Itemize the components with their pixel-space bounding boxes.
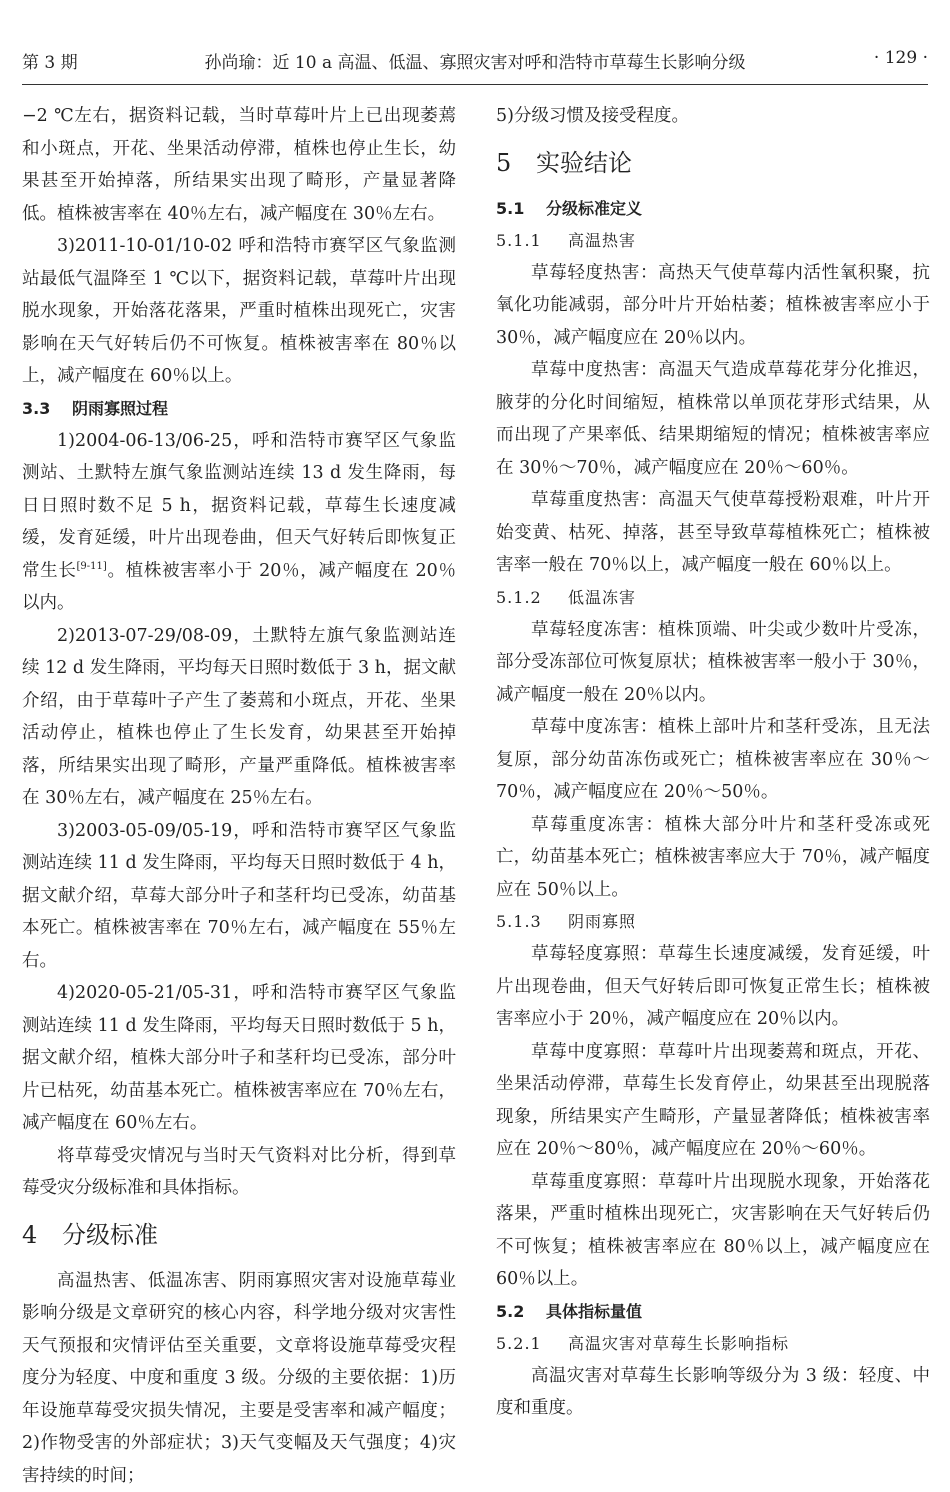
- section-heading-5-2-1: [496, 1328, 930, 1360]
- paragraph: 高温热害、低温冻害、阴雨寡照灾害对设施草莓业影响分级是文章研究的核心内容，科学地分级对灾害性天气预报和灾情评估至关重要，文章将设施草莓受灾程度分为轻度、中度和重度 3 级。分级的主要依据：1)历年设施草莓受灾损失情况，主要是受害率和减产幅度；2)作物受害的外部症状；3)天气变幅及天气强度；4)灾害持续的时间；: [22, 1265, 456, 1492]
- section-title: 高温灾害对草莓生长影响指标: [568, 1334, 789, 1353]
- paragraph: 草莓中度冻害：植株上部叶片和茎秆受冻，且无法复原，部分幼苗冻伤或死亡；植株被害率应在 30％～70％，减产幅度应在 20％～50％。: [496, 711, 930, 809]
- paragraph-text: 。植株被害率小于 20％，减产幅度在 20％以内。: [22, 561, 456, 614]
- section-title: 分级标准: [62, 1221, 158, 1249]
- section-title: 高温热害: [568, 231, 636, 250]
- section-number: 5: [496, 145, 536, 181]
- paragraph: 草莓重度冻害：植株大部分叶片和茎秆受冻或死亡，幼苗基本死亡；植株被害率应大于 70％，减产幅度应在 50％以上。: [496, 809, 930, 907]
- paragraph: 4)2020-05-21/05-31，呼和浩特市赛罕区气象监测站连续 11 d 发生降雨，平均每天日照时数低于 5 h，据文献介绍，植株大部分叶子和茎秆均已受冻，部分叶片已枯死，幼苗基本死亡。植株被害率应在 70％左右，减产幅度在 60％左右。: [22, 977, 456, 1140]
- section-heading-4: [22, 1217, 456, 1253]
- right-column: [496, 100, 930, 1425]
- page-number: · 129 ·: [874, 48, 928, 68]
- paragraph: 草莓轻度寡照：草莓生长速度减缓，发育延缓，叶片出现卷曲，但天气好转后即可恢复正常生长；植株被害率应小于 20％，减产幅度应在 20％以内。: [496, 938, 930, 1036]
- paragraph: 草莓重度寡照：草莓叶片出现脱水现象，开始落花落果，严重时植株出现死亡，灾害影响在天气好转后仍不可恢复；植株被害率应在 80％以上，减产幅度应在 60％以上。: [496, 1166, 930, 1296]
- paragraph: 5)分级习惯及接受程度。: [496, 100, 930, 133]
- left-column: [22, 100, 456, 1492]
- running-title: 孙尚瑜：近 10 a 高温、低温、寡照灾害对呼和浩特市草莓生长影响分级: [22, 48, 928, 73]
- paragraph: [22, 425, 456, 620]
- section-heading-5: [496, 145, 930, 181]
- section-heading-5-1: [496, 193, 930, 225]
- section-heading-3-3: [22, 393, 456, 425]
- section-title: 具体指标量值: [546, 1302, 642, 1321]
- section-title: 分级标准定义: [546, 199, 642, 218]
- citation: [9-11]: [77, 561, 107, 572]
- issue-number: 第 3 期: [22, 48, 78, 73]
- section-number: 5.1.1: [496, 225, 568, 257]
- section-title: 低温冻害: [568, 588, 636, 607]
- section-number: 5.2.1: [496, 1328, 568, 1360]
- paragraph: 将草莓受灾情况与当时天气资料对比分析，得到草莓受灾分级标准和具体指标。: [22, 1140, 456, 1205]
- section-title: 阴雨寡照: [568, 912, 636, 931]
- section-title: 阴雨寡照过程: [72, 399, 168, 418]
- section-heading-5-1-2: [496, 582, 930, 614]
- paragraph: 草莓轻度热害：高热天气使草莓内活性氧积聚，抗氧化功能减弱，部分叶片开始枯萎；植株被害率应小于 30％，减产幅度应在 20％以内。: [496, 257, 930, 355]
- paragraph: 草莓中度寡照：草莓叶片出现萎蔫和斑点，开花、坐果活动停滞，草莓生长发育停止，幼果甚至出现脱落现象，所结果实产生畸形，产量显著降低；植株被害率应在 20％～80％，减产幅度应在 20％～60％。: [496, 1036, 930, 1166]
- section-heading-5-1-3: [496, 906, 930, 938]
- paragraph: 3)2011-10-01/10-02 呼和浩特市赛罕区气象监测站最低气温降至 1 ℃以下，据资料记载，草莓叶片出现脱水现象，开始落花落果，严重时植株出现死亡，灾害影响在天气好转后仍不可恢复。植株被害率在 80％以上，减产幅度在 60％以上。: [22, 230, 456, 393]
- section-heading-5-2: [496, 1296, 930, 1328]
- section-number: 5.2: [496, 1296, 546, 1328]
- paragraph: −2 ℃左右，据资料记载，当时草莓叶片上已出现萎蔫和小斑点，开花、坐果活动停滞，植株也停止生长，幼果甚至开始掉落，所结果实出现了畸形，产量显著降低。植株被害率在 40％左右，减产幅度在 30％左右。: [22, 100, 456, 230]
- paragraph-text: 1)2004-06-13/06-25，呼和浩特市赛罕区气象监测站、土默特左旗气象监测站连续 13 d 发生降雨，每日日照时数不足 5 h，据资料记载，草莓生长速度减缓，发育延缓，叶片出现卷曲，但天气好转后即恢复正常生长: [22, 431, 456, 581]
- section-number: 5.1.3: [496, 906, 568, 938]
- section-number: 5.1.2: [496, 582, 568, 614]
- paragraph: 2)2013-07-29/08-09，土默特左旗气象监测站连续 12 d 发生降雨，平均每天日照时数低于 3 h，据文献介绍，由于草莓叶子产生了萎蔫和小斑点，开花、坐果活动停止，植株也停止了生长发育，幼果甚至开始掉落，所结果实出现了畸形，产量严重降低。植株被害率在 30％左右，减产幅度在 25％左右。: [22, 620, 456, 815]
- section-number: 5.1: [496, 193, 546, 225]
- section-number: 3.3: [22, 393, 72, 425]
- paragraph: 草莓轻度冻害：植株顶端、叶尖或少数叶片受冻，部分受冻部位可恢复原状；植株被害率一般小于 30％，减产幅度一般在 20％以内。: [496, 614, 930, 712]
- paragraph: 草莓中度热害：高温天气造成草莓花芽分化推迟，腋芽的分化时间缩短，植株常以单顶花芽形式结果，从而出现了产果率低、结果期缩短的情况；植株被害率应在 30％～70％，减产幅度应在 20％～60％。: [496, 354, 930, 484]
- section-number: 4: [22, 1217, 62, 1253]
- section-heading-5-1-1: [496, 225, 930, 257]
- section-title: 实验结论: [536, 149, 632, 177]
- paragraph: 草莓重度热害：高温天气使草莓授粉艰难，叶片开始变黄、枯死、掉落，甚至导致草莓植株死亡；植株被害率一般在 70％以上，减产幅度一般在 60％以上。: [496, 484, 930, 582]
- paragraph: 高温灾害对草莓生长影响等级分为 3 级：轻度、中度和重度。: [496, 1360, 930, 1425]
- paragraph: 3)2003-05-09/05-19，呼和浩特市赛罕区气象监测站连续 11 d 发生降雨，平均每天日照时数低于 4 h，据文献介绍，草莓大部分叶子和茎秆均已受冻，幼苗基本死亡。植株被害率在 70％左右，减产幅度在 55％左右。: [22, 815, 456, 978]
- header-rule: [22, 84, 928, 85]
